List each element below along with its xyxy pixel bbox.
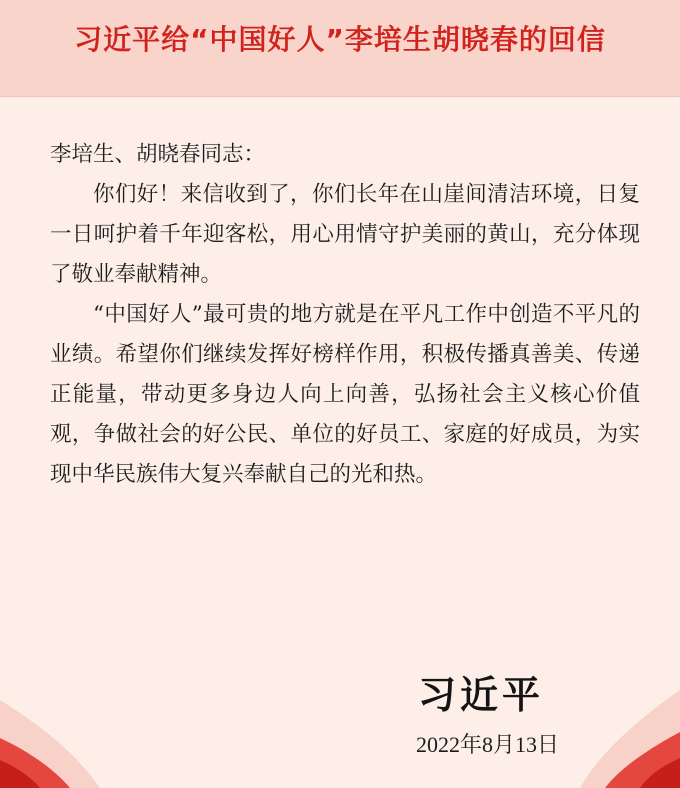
corner-ribbon-right-decoration [580,690,680,788]
letter-salutation: 李培生、胡晓春同志： [50,142,266,167]
letter-date: 2022年8月13日 [416,732,560,757]
letter-paragraph-1: 你们好！来信收到了，你们长年在山崖间清洁环境，日复一日呵护着千年迎客松，用心用情守护美丽的黄山，充分体现了敬业奉献精神。 [50,182,640,287]
letter-paragraph-2: “中国好人”最可贵的地方就是在平凡工作中创造不平凡的业绩。希望你们继续发挥好榜样作用，积极传播真善美、传递正能量，带动更多身边人向上向善，弘扬社会主义核心价值观，争做社会的好公民、单位的好员工、家庭的好成员，为实现中华民族伟大复兴奉献自己的光和热。 [50,302,640,487]
letter-signature: 习近平 [418,673,545,717]
page-title: 习近平给“中国好人”李培生胡晓春的回信 [74,23,606,56]
corner-ribbon-left-decoration [0,700,100,788]
header-banner [0,0,680,97]
letter-body [50,135,640,495]
